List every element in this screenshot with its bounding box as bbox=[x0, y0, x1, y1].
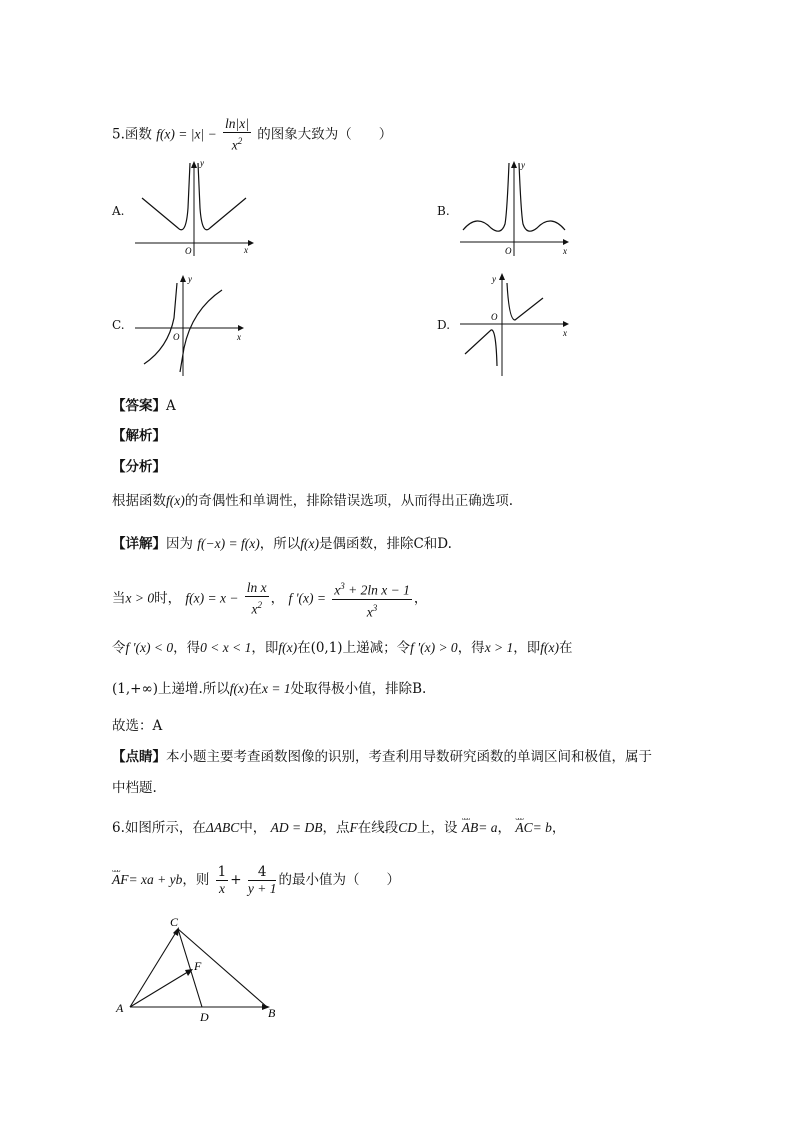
line4: (1,+∞)上递增.所以f(x)在x = 1处取得极小值，排除B. bbox=[112, 681, 427, 697]
option-a-y-arrow bbox=[191, 161, 197, 168]
segment-cb bbox=[178, 929, 267, 1007]
option-c-curve-left bbox=[144, 283, 177, 364]
option-d-y-label: y bbox=[492, 274, 496, 284]
q5-stem: 5.函数 f(x) = |x| − $\frac{\ln|x|}{x^2}$ 的图象大致为（ ） bbox=[112, 116, 393, 153]
q5-fraction: $\frac{\ln|x|}{x^2}$ bbox=[224, 116, 249, 153]
triangle-figure bbox=[112, 915, 292, 1025]
option-d-origin: O bbox=[491, 312, 498, 322]
option-d-graph bbox=[455, 268, 575, 378]
option-a-label: A. bbox=[112, 204, 125, 218]
option-c-curve-right bbox=[180, 290, 222, 372]
option-a-y-label: y bbox=[200, 158, 204, 168]
q6-fraction-1: $\frac{1}{x}$ bbox=[217, 864, 227, 896]
detail-line: 【详解】因为 f(−x) = f(x)，所以f(x)是偶函数，排除C和D. bbox=[112, 536, 452, 552]
option-b-origin: O bbox=[505, 246, 512, 256]
option-d-label: D. bbox=[437, 318, 451, 332]
option-b-x-label: x bbox=[563, 246, 567, 256]
option-c-y-label: y bbox=[188, 274, 192, 284]
option-d-curve-left bbox=[465, 330, 497, 366]
option-d-y-arrow bbox=[499, 273, 505, 280]
dianjing-line-2: 中档题. bbox=[112, 780, 157, 796]
option-d-x-arrow bbox=[563, 321, 569, 327]
option-c-x-label: x bbox=[237, 332, 241, 342]
option-a-curve-left bbox=[142, 163, 190, 230]
option-c-origin: O bbox=[173, 332, 180, 342]
segment-ac bbox=[130, 929, 178, 1007]
option-a-x-label: x bbox=[244, 245, 248, 255]
fenxi-heading: 【分析】 bbox=[112, 459, 166, 475]
option-b-y-label: y bbox=[521, 160, 525, 170]
option-b-curve-right bbox=[519, 163, 565, 231]
vertex-c-label: C bbox=[170, 915, 179, 929]
when-fraction-1: $\frac{\text{ln x}}{x^2}$ bbox=[246, 580, 267, 617]
vertex-b-label: B bbox=[268, 1006, 276, 1020]
option-a-graph bbox=[130, 158, 260, 258]
fenxi-text: 根据函数f(x)的奇偶性和单调性，排除错误选项，从而得出正确选项. bbox=[112, 493, 514, 509]
segment-af bbox=[130, 970, 191, 1007]
option-b-x-arrow bbox=[563, 239, 569, 245]
option-b-curve-left bbox=[463, 163, 509, 231]
line3: 令f '(x) < 0，得0 < x < 1，即f(x)在(0,1)上递减；令f '(x) > 0，得x > 1，即f(x)在 bbox=[112, 640, 573, 656]
point-f-label: F bbox=[194, 959, 202, 973]
point-d-label: D bbox=[200, 1010, 209, 1024]
option-a-curve-right bbox=[198, 163, 246, 230]
option-b-graph bbox=[455, 158, 575, 258]
option-c-graph bbox=[130, 268, 250, 378]
option-a-x-arrow bbox=[248, 240, 254, 246]
option-d-x-label: x bbox=[563, 328, 567, 338]
q6-line-2: ᴗᴗᴗ AF= xa + yb，则 $\frac{1}{x}$ + $\frac{4}{y + 1}$ 的最小值为（ ） bbox=[112, 864, 400, 897]
choose-line: 故选：A bbox=[112, 718, 163, 734]
q6-line-1: 6.如图所示，在ΔABC中， AD = DB，点F在线段CD上，设 ᴗᴗᴗ AB= a， ᴗᴗᴗ AC= b， bbox=[112, 818, 565, 838]
dianjing-line-1: 【点睛】本小题主要考查函数图像的识别，考查利用导数研究函数的单调区间和极值，属于 bbox=[112, 749, 652, 765]
option-b-label: B. bbox=[437, 204, 450, 218]
vertex-a-label: A bbox=[116, 1001, 124, 1015]
option-c-label: C. bbox=[112, 318, 125, 332]
q6-fraction-2: $\frac{4}{y + 1}$ bbox=[247, 864, 277, 896]
option-b-y-arrow bbox=[511, 161, 517, 168]
when-line: 当x > 0时， f(x) = x − $\frac{\text{ln x}}{x^2}$ ， f '(x) = $\frac{x^3 + 2\ln x - 1}{x^3}$ ， bbox=[112, 578, 427, 620]
when-fraction-2: $\frac{x^3 + 2\ln x - 1}{x^3}$ bbox=[332, 578, 412, 620]
option-c-y-arrow bbox=[180, 275, 186, 282]
option-d-curve-right bbox=[507, 283, 543, 320]
analysis-heading: 【解析】 bbox=[112, 428, 166, 444]
answer-line: 【答案】A bbox=[112, 398, 176, 414]
option-c-x-arrow bbox=[238, 325, 244, 331]
option-a-origin: O bbox=[185, 246, 192, 256]
